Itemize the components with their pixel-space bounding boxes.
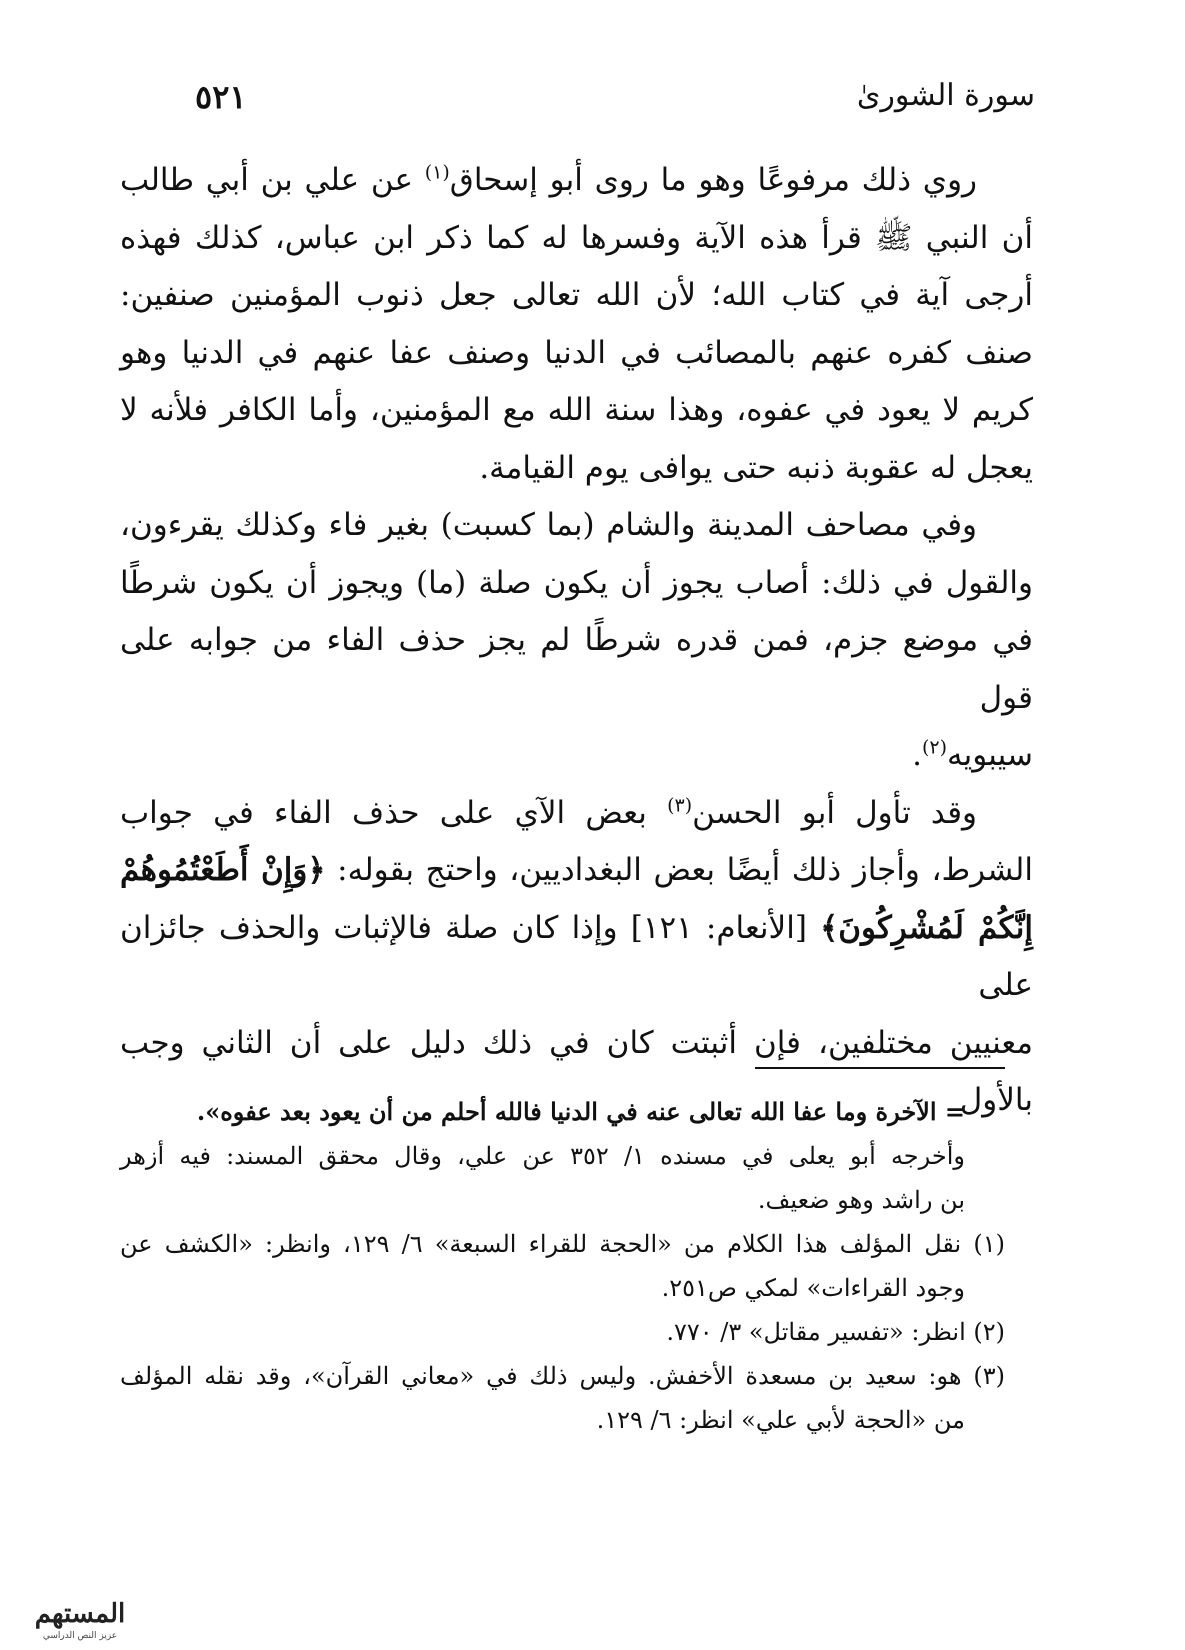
footnote-separator xyxy=(755,1067,1005,1069)
quran-quote: ﴿وَإِنْ أَطَعْتُمُوهُمْ xyxy=(120,852,326,888)
footnote-ref[interactable]: (١) xyxy=(424,161,450,184)
footnote-line: من «الحجة لأبي علي» انظر: ٦/ ١٢٩. xyxy=(596,1406,965,1434)
text-line: معنيين مختلفين، فإن أثبتت كان في ذلك دليل على أن الثاني وجب بالأول xyxy=(120,1024,1033,1118)
paragraph xyxy=(120,785,1033,1130)
footnote-line: بن راشد وهو ضعيف. xyxy=(757,1186,965,1214)
footnotes xyxy=(120,1090,1005,1442)
text-line: صنف كفره عنهم بالمصائب في الدنيا وصنف عفا عنهم في الدنيا وهو xyxy=(120,334,1033,371)
page-number: ٥٢١ xyxy=(195,78,247,116)
text-line: كريم لا يعود في عفوه، وهذا سنة الله مع المؤمنين، وأما الكافر فلأنه لا xyxy=(120,392,1033,428)
footnote-line: (٣) هو: سعيد بن مسعدة الأخفش. وليس ذلك في «معاني القرآن»، وقد نقله المؤلف xyxy=(120,1362,1006,1390)
footnote-ref[interactable]: (٣) xyxy=(667,794,693,817)
quran-quote: إِنَّكُمْ لَمُشْرِكُونَ﴾ xyxy=(820,909,1033,946)
text-line: والقول في ذلك: أصاب يجوز أن يكون صلة (ما) ويجوز أن يكون شرطًا xyxy=(120,564,1033,601)
paragraph xyxy=(120,497,1033,785)
text-line: وقد تأول أبو الحسن$^{(٣)}$ بعض الآي على حذف الفاء في جواب xyxy=(120,794,977,831)
text-line: أن النبي ﷺ قرأ هذه الآية وفسرها له كما ذكر ابن عباس، كذلك فهذه xyxy=(120,219,1033,256)
footnote-line: وأخرجه أبو يعلى في مسنده ١/ ٣٥٢ عن علي، وقال محقق المسند: فيه أزهر xyxy=(120,1142,965,1170)
text-line: سيبويه$^{(٢)}$. xyxy=(912,736,1033,773)
text-line: يعجل له عقوبة ذنبه حتى يوافى يوم القيامة. xyxy=(479,449,1033,486)
surah-title: سورة الشورىٰ xyxy=(856,78,1035,113)
main-text xyxy=(120,152,1033,1130)
page-header xyxy=(195,78,1035,130)
text-line: وفي مصاحف المدينة والشام (بما كسبت) بغير فاء وكذلك يقرءون، xyxy=(120,507,977,543)
svg-text:عزيز النص الدراسي: عزيز النص الدراسي xyxy=(42,1631,118,1641)
footnote-line: = الآخرة وما عفا الله تعالى عنه في الدنيا فالله أحلم من أن يعود بعد عفوه». xyxy=(196,1097,965,1126)
text-line: الشرط، وأجاز ذلك أيضًا بعض البغداديين، واحتج بقوله: ﴿وَإِنْ أَطَعْتُمُوهُمْ xyxy=(120,852,1033,888)
footnote-line: (١) نقل المؤلف هذا الكلام من «الحجة للقراء السبعة» ٦/ ١٢٩، وانظر: «الكشف عن xyxy=(120,1230,1005,1258)
publisher-logo xyxy=(10,1590,150,1642)
text-line: إِنَّكُمْ لَمُشْرِكُونَ﴾ [الأنعام: ١٢١] وإذا كان صلة فالإثبات والحذف جائزان على xyxy=(120,909,1033,1003)
paragraph xyxy=(120,152,1033,497)
footnote-line: وجود القراءات» لمكي ص٢٥١. xyxy=(661,1274,965,1302)
footnote-line: (٢) انظر: «تفسير مقاتل» ٣/ ٧٧٠. xyxy=(666,1318,1005,1346)
footnote-ref[interactable]: (٢) xyxy=(921,736,948,759)
text-line: في موضع جزم، فمن قدره شرطًا لم يجز حذف الفاء من جوابه على قول xyxy=(120,622,1033,716)
text-line: أرجى آية في كتاب الله؛ لأن الله تعالى جعل ذنوب المؤمنين صنفين: xyxy=(120,277,1033,313)
svg-text:المستهم: المستهم xyxy=(34,1599,126,1629)
text-line: روي ذلك مرفوعًا وهو ما روى أبو إسحاق$^{(١)}$ عن علي بن أبي طالب xyxy=(120,161,978,198)
